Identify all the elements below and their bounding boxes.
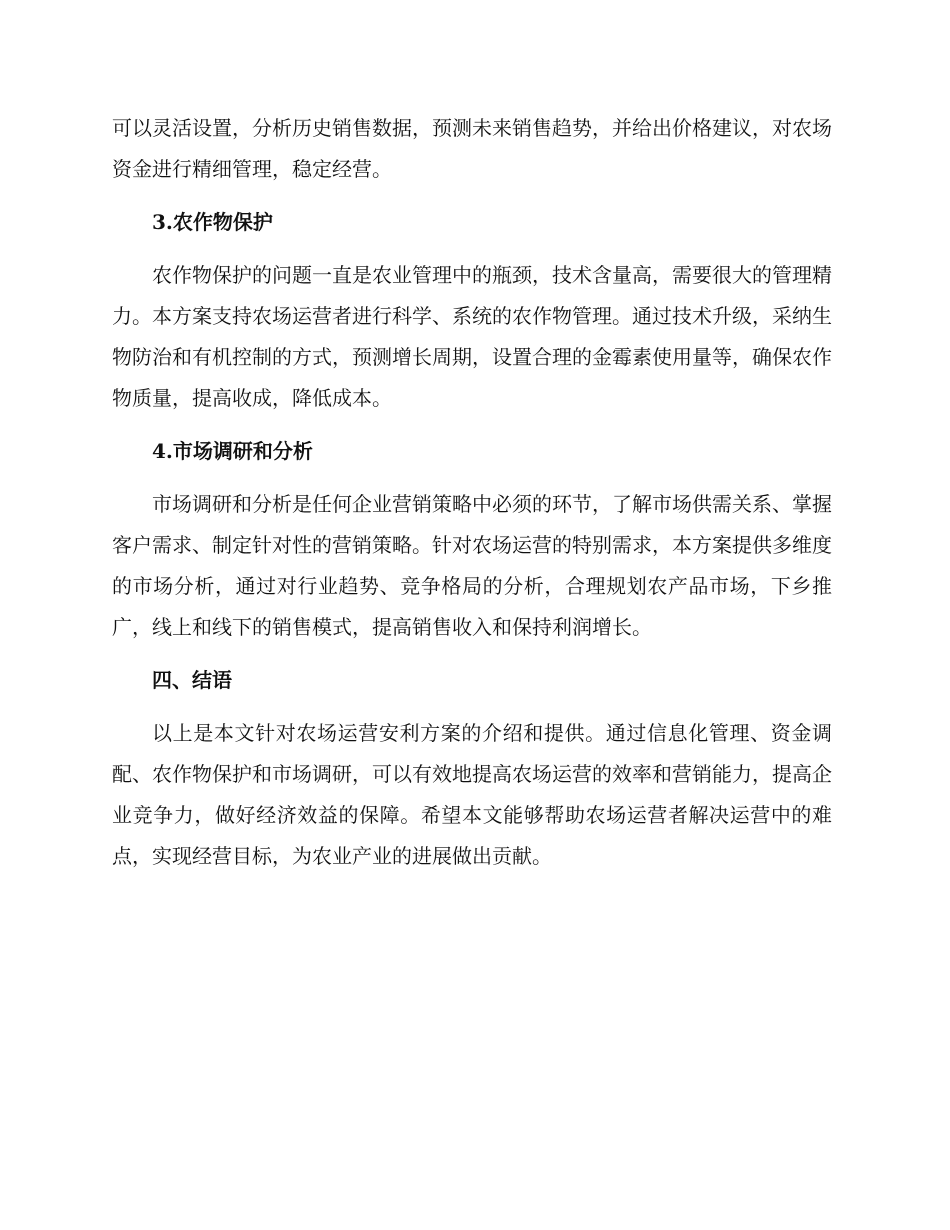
paragraph-conclusion: 以上是本文针对农场运营安利方案的介绍和提供。通过信息化管理、资金调配、农作物保护和市场调研，可以有效地提高农场运营的效率和营销能力，提高企业竞争力，做好经济效益的保障。希望本文能够帮助农场运营者解决运营中的难点，实现经营目标，为农业产业的进展做出贡献。: [112, 721, 832, 868]
paragraph-market-research: 市场调研和分析是任何企业营销策略中必须的环节，了解市场供需关系、掌握客户需求、制定针对性的营销策略。针对农场运营的特别需求，本方案提供多维度的市场分析，通过对行业趋势、竞争格局的分析，合理规划农产品市场，下乡推广，线上和线下的销售模式，提高销售收入和保持利润增长。: [112, 492, 832, 639]
section-heading-market-research: 4.市场调研和分析: [152, 439, 313, 463]
paragraph-continued: 可以灵活设置，分析历史销售数据，预测未来销售趋势，并给出价格建议，对农场资金进行精细管理，稳定经营。: [112, 116, 832, 181]
section-heading-conclusion: 四、结语: [152, 668, 232, 692]
section-heading-crop-protection: 3.农作物保护: [152, 210, 273, 234]
document-page: [112, 108, 832, 889]
paragraph-crop-protection: 农作物保护的问题一直是农业管理中的瓶颈，技术含量高，需要很大的管理精力。本方案支持农场运营者进行科学、系统的农作物管理。通过技术升级，采纳生物防治和有机控制的方式，预测增长周期，设置合理的金霉素使用量等，确保农作物质量，提高收成，降低成本。: [112, 263, 832, 410]
